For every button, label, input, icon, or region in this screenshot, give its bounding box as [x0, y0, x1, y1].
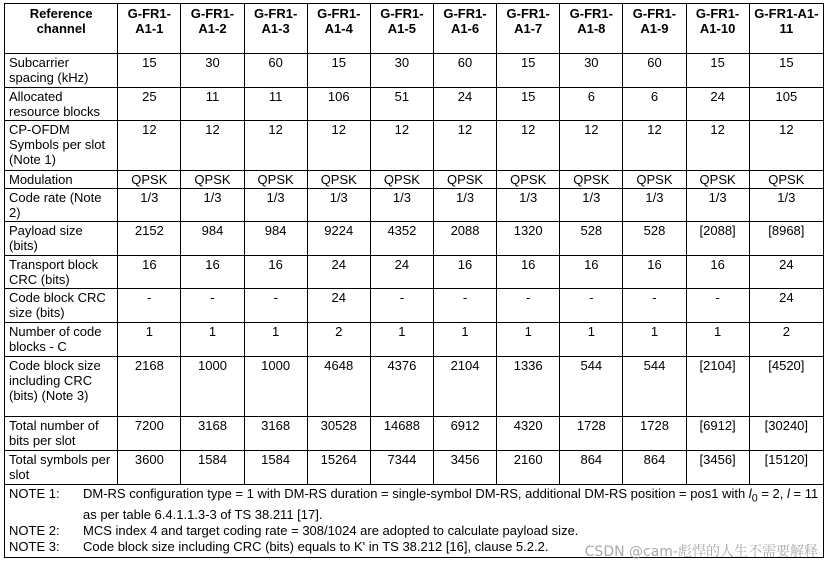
table-cell: 1/3	[244, 189, 307, 222]
table-cell: 1	[497, 323, 560, 357]
table-cell: 51	[370, 88, 433, 121]
table-cell: 544	[623, 357, 686, 417]
table-cell: 105	[749, 88, 823, 121]
table-row	[5, 54, 824, 88]
table-cell: [3456]	[686, 451, 749, 485]
table-body	[5, 54, 824, 485]
table-cell: 1	[433, 323, 496, 357]
table-cell: [8968]	[749, 222, 823, 256]
table-cell: 30	[560, 54, 623, 88]
reference-channel-table-container	[4, 3, 824, 558]
table-cell: 2152	[118, 222, 181, 256]
note-tag: NOTE 3:	[9, 538, 60, 554]
table-cell: -	[181, 289, 244, 323]
header-channel: G-FR1-A1-8	[560, 4, 623, 54]
table-cell: 6912	[433, 417, 496, 451]
table-cell: 2088	[433, 222, 496, 256]
table-cell: 2104	[433, 357, 496, 417]
table-cell: 984	[181, 222, 244, 256]
table-cell: 30	[370, 54, 433, 88]
table-cell: 15	[749, 54, 823, 88]
table-cell: 528	[623, 222, 686, 256]
table-cell: 1584	[244, 451, 307, 485]
note-tag: NOTE 2:	[9, 522, 60, 538]
table-cell: 1584	[181, 451, 244, 485]
row-label: Code rate (Note 2)	[5, 189, 118, 222]
table-cell: -	[433, 289, 496, 323]
table-cell: 12	[370, 121, 433, 171]
row-label: Code block CRC size (bits)	[5, 289, 118, 323]
table-cell: 16	[118, 256, 181, 289]
table-row	[5, 189, 824, 222]
header-channel: G-FR1-A1-2	[181, 4, 244, 54]
table-cell: 1	[623, 323, 686, 357]
table-row	[5, 222, 824, 256]
table-cell: QPSK	[244, 171, 307, 189]
table-cell: 16	[433, 256, 496, 289]
table-cell: [2088]	[686, 222, 749, 256]
table-cell: 4352	[370, 222, 433, 256]
table-cell: 1336	[497, 357, 560, 417]
table-cell: 1000	[244, 357, 307, 417]
table-cell: 4376	[370, 357, 433, 417]
row-label: Code block size including CRC (bits) (Note 3)	[5, 357, 118, 417]
table-cell: QPSK	[497, 171, 560, 189]
table-cell: 3600	[118, 451, 181, 485]
table-cell: [4520]	[749, 357, 823, 417]
row-label: CP-OFDM Symbols per slot (Note 1)	[5, 121, 118, 171]
table-cell: -	[560, 289, 623, 323]
table-cell: 1	[181, 323, 244, 357]
table-cell: 2168	[118, 357, 181, 417]
table-cell: 12	[623, 121, 686, 171]
row-label: Transport block CRC (bits)	[5, 256, 118, 289]
table-cell: QPSK	[433, 171, 496, 189]
table-cell: 1/3	[118, 189, 181, 222]
table-cell: 15	[307, 54, 370, 88]
table-cell: QPSK	[623, 171, 686, 189]
table-cell: 24	[686, 88, 749, 121]
note-text: Code block size including CRC (bits) equals to K' in TS 38.212 [16], clause 5.2.2.	[83, 538, 549, 554]
table-cell: 25	[118, 88, 181, 121]
table-row	[5, 88, 824, 121]
table-cell: 15	[118, 54, 181, 88]
note-2	[9, 523, 819, 539]
header-channel: G-FR1-A1-5	[370, 4, 433, 54]
table-row	[5, 289, 824, 323]
table-cell: 15	[497, 54, 560, 88]
table-row	[5, 121, 824, 171]
table-cell: 3168	[244, 417, 307, 451]
header-channel: G-FR1-A1-4	[307, 4, 370, 54]
table-cell: 30	[181, 54, 244, 88]
table-cell: 30528	[307, 417, 370, 451]
header-channel: G-FR1-A1-11	[749, 4, 823, 54]
table-cell: -	[244, 289, 307, 323]
row-label: Total symbols per slot	[5, 451, 118, 485]
row-label: Allocated resource blocks	[5, 88, 118, 121]
table-row	[5, 171, 824, 189]
table-cell: 1/3	[497, 189, 560, 222]
header-reference-channel: Reference channel	[5, 4, 118, 54]
reference-channel-table	[4, 3, 824, 558]
header-channel: G-FR1-A1-7	[497, 4, 560, 54]
table-cell: 14688	[370, 417, 433, 451]
table-cell: 528	[560, 222, 623, 256]
table-cell: 544	[560, 357, 623, 417]
table-row	[5, 357, 824, 417]
table-cell: 16	[244, 256, 307, 289]
table-cell: -	[497, 289, 560, 323]
table-cell: 2	[307, 323, 370, 357]
table-cell: 984	[244, 222, 307, 256]
table-cell: 24	[749, 289, 823, 323]
table-cell: QPSK	[749, 171, 823, 189]
table-cell: 1/3	[181, 189, 244, 222]
table-cell: 1320	[497, 222, 560, 256]
table-cell: 16	[560, 256, 623, 289]
row-label: Number of code blocks - C	[5, 323, 118, 357]
table-cell: QPSK	[686, 171, 749, 189]
table-cell: [30240]	[749, 417, 823, 451]
table-cell: 12	[686, 121, 749, 171]
table-cell: [15120]	[749, 451, 823, 485]
table-cell: 1/3	[686, 189, 749, 222]
table-cell: 16	[181, 256, 244, 289]
table-row	[5, 323, 824, 357]
table-cell: 12	[497, 121, 560, 171]
table-cell: [6912]	[686, 417, 749, 451]
table-cell: 60	[623, 54, 686, 88]
header-channel: G-FR1-A1-1	[118, 4, 181, 54]
header-channel: G-FR1-A1-10	[686, 4, 749, 54]
table-cell: 9224	[307, 222, 370, 256]
table-row	[5, 256, 824, 289]
table-cell: 2160	[497, 451, 560, 485]
table-cell: 24	[749, 256, 823, 289]
table-cell: 3168	[181, 417, 244, 451]
table-cell: 15264	[307, 451, 370, 485]
table-row	[5, 451, 824, 485]
table-row	[5, 417, 824, 451]
table-cell: 15	[497, 88, 560, 121]
table-cell: 24	[370, 256, 433, 289]
row-label: Subcarrier spacing (kHz)	[5, 54, 118, 88]
row-label: Total number of bits per slot	[5, 417, 118, 451]
table-cell: QPSK	[118, 171, 181, 189]
table-cell: 16	[623, 256, 686, 289]
header-channel: G-FR1-A1-3	[244, 4, 307, 54]
header-channel: G-FR1-A1-9	[623, 4, 686, 54]
table-cell: 11	[181, 88, 244, 121]
table-cell: 12	[307, 121, 370, 171]
table-cell: 1728	[560, 417, 623, 451]
table-cell: 1/3	[623, 189, 686, 222]
table-cell: 1/3	[433, 189, 496, 222]
table-cell: 12	[244, 121, 307, 171]
table-cell: 1/3	[560, 189, 623, 222]
table-cell: 1728	[623, 417, 686, 451]
table-cell: 1	[370, 323, 433, 357]
table-cell: -	[686, 289, 749, 323]
table-cell: -	[370, 289, 433, 323]
table-cell: -	[118, 289, 181, 323]
table-cell: 24	[307, 256, 370, 289]
table-cell: 6	[560, 88, 623, 121]
table-cell: 4320	[497, 417, 560, 451]
note-tag: NOTE 1:	[9, 486, 60, 501]
table-cell: 12	[433, 121, 496, 171]
table-cell: 1	[560, 323, 623, 357]
watermark: CSDN @cam-彪悍的人生不需要解释	[584, 544, 818, 560]
table-cell: [2104]	[686, 357, 749, 417]
table-cell: QPSK	[560, 171, 623, 189]
header-channel: G-FR1-A1-6	[433, 4, 496, 54]
table-cell: 12	[181, 121, 244, 171]
row-label: Modulation	[5, 171, 118, 189]
table-cell: 7200	[118, 417, 181, 451]
table-cell: 3456	[433, 451, 496, 485]
note-text: DM-RS configuration type = 1 with DM-RS duration = single-symbol DM-RS, additional DM-RS position = pos1 with $l_0 = 2$, l = 11 as per table 6.4.1.1.3-3 of TS 38.211 [17].	[83, 486, 819, 522]
table-cell: 1	[244, 323, 307, 357]
table-cell: 1000	[181, 357, 244, 417]
table-cell: 1/3	[749, 189, 823, 222]
note-text: MCS index 4 and target coding rate = 308/1024 are adopted to calculate payload size.	[83, 522, 579, 538]
table-cell: QPSK	[370, 171, 433, 189]
table-cell: 7344	[370, 451, 433, 485]
table-cell: 24	[433, 88, 496, 121]
table-cell: 60	[244, 54, 307, 88]
table-cell: 16	[686, 256, 749, 289]
table-cell: 106	[307, 88, 370, 121]
table-cell: QPSK	[181, 171, 244, 189]
table-cell: 2	[749, 323, 823, 357]
table-cell: 12	[749, 121, 823, 171]
table-cell: 864	[623, 451, 686, 485]
table-cell: 12	[118, 121, 181, 171]
header-row	[5, 4, 824, 54]
table-cell: QPSK	[307, 171, 370, 189]
table-cell: 1	[686, 323, 749, 357]
table-cell: 4648	[307, 357, 370, 417]
row-label: Payload size (bits)	[5, 222, 118, 256]
table-cell: 16	[497, 256, 560, 289]
table-cell: -	[623, 289, 686, 323]
table-cell: 15	[686, 54, 749, 88]
table-cell: 11	[244, 88, 307, 121]
table-cell: 60	[433, 54, 496, 88]
table-cell: 1	[118, 323, 181, 357]
note-1	[9, 486, 819, 523]
table-cell: 12	[560, 121, 623, 171]
table-cell: 1/3	[370, 189, 433, 222]
table-cell: 864	[560, 451, 623, 485]
table-cell: 6	[623, 88, 686, 121]
table-cell: 1/3	[307, 189, 370, 222]
table-cell: 24	[307, 289, 370, 323]
